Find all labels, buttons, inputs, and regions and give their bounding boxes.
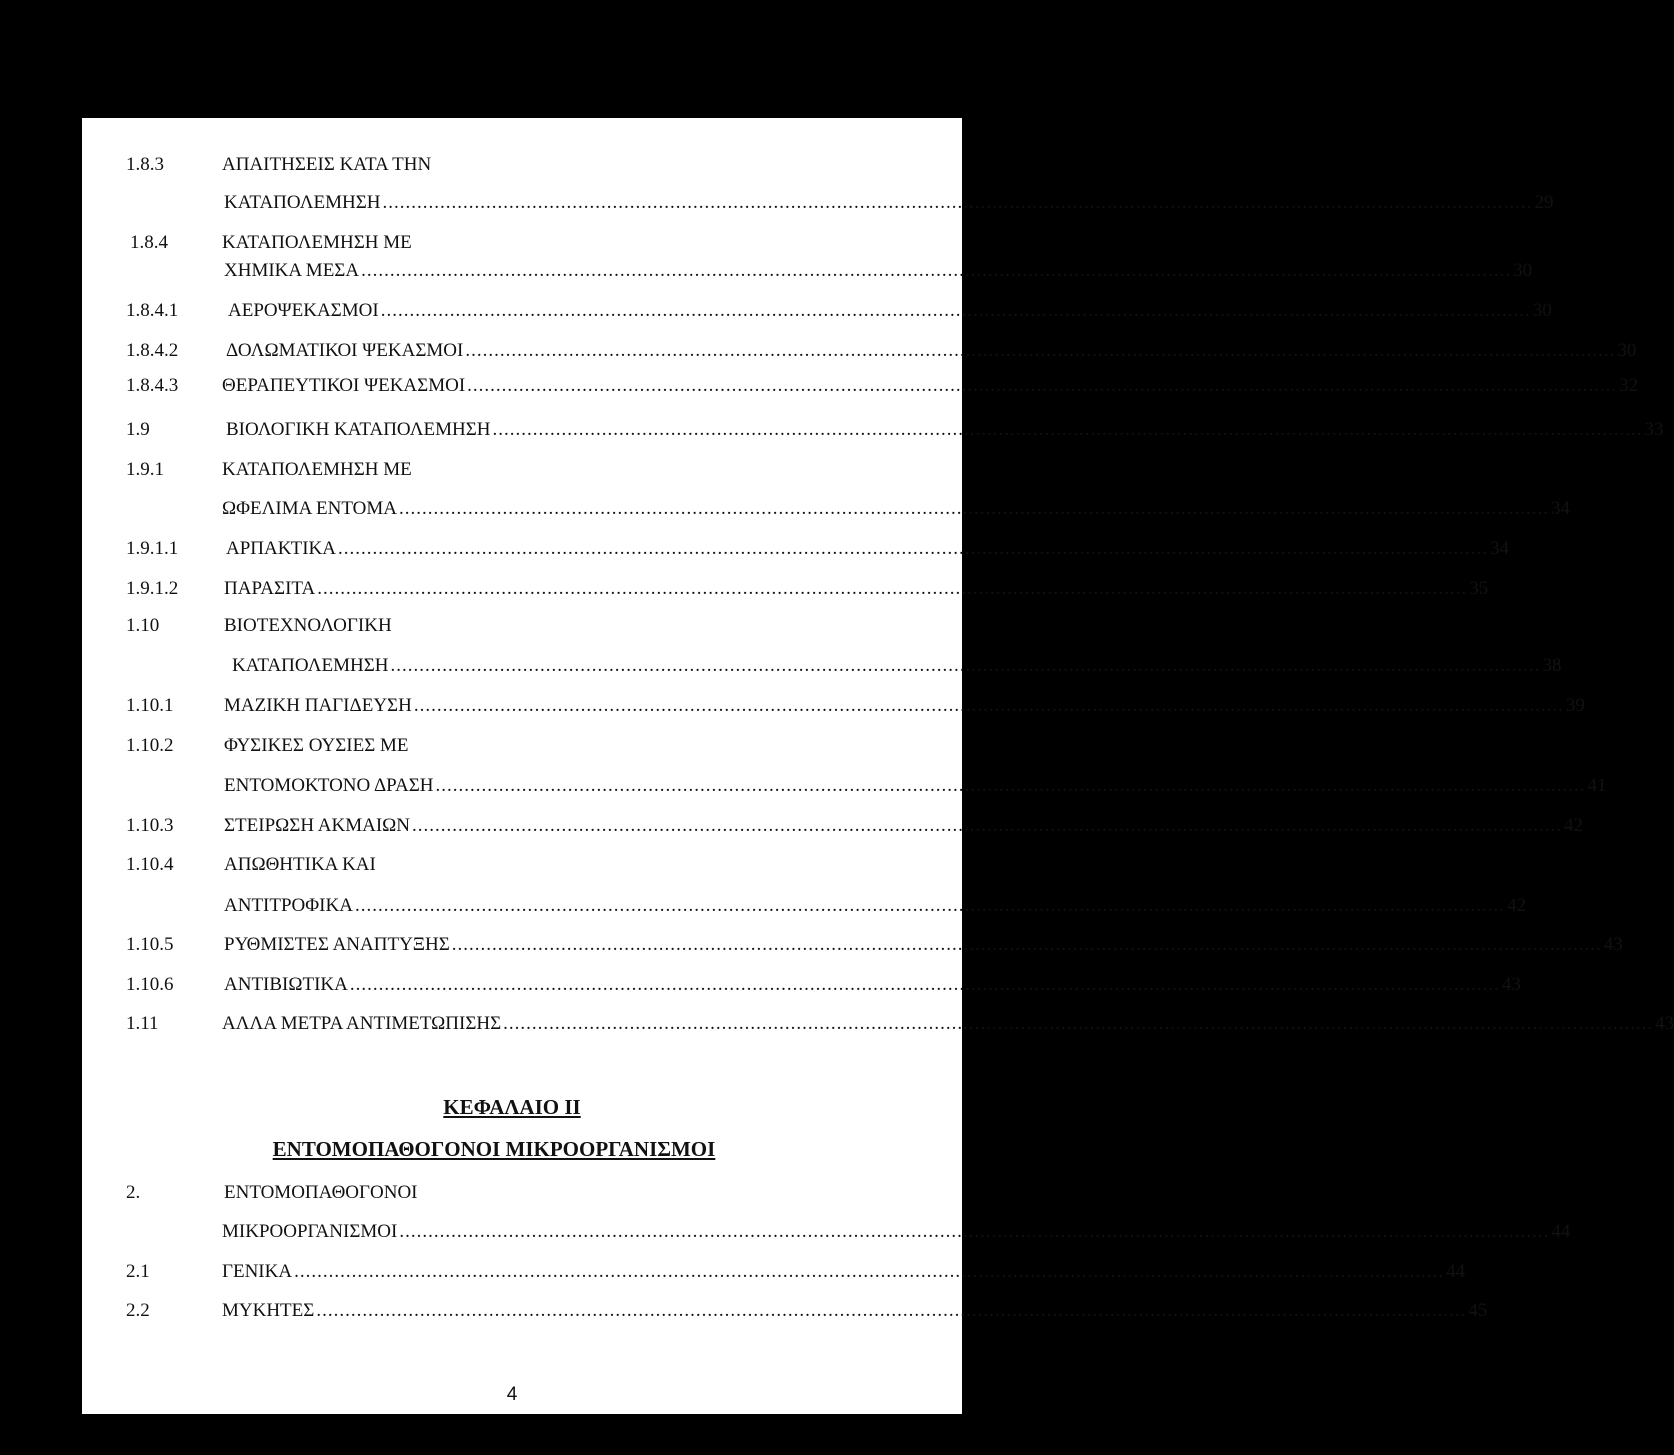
toc-title: ΑΝΤΙΤΡΟΦΙΚΑ [224,895,353,916]
toc-entry [0,457,1024,483]
toc-leader-dots: ........................................................................................................................................................................................................ [294,1261,1445,1282]
toc-number: 1.8.4.1 [126,300,179,321]
toc-title: ΡΥΘΜΙΣΤΕΣ ΑΝΑΠΤΥΞΗΣ [224,934,450,955]
toc-entry-line [226,536,1509,562]
toc-page: 39 [1565,695,1585,716]
toc-page: 44 [1446,1261,1466,1282]
toc-title: ΑΠΩΘΗΤΙΚΑ ΚΑΙ [224,854,376,875]
toc-number: 2.1 [126,1261,150,1282]
toc-entry-line [224,932,1623,958]
toc-title: ΚΑΤΑΠΟΛΕΜΗΣΗ [232,655,389,676]
toc-title: ΕΝΤΟΜΟΚΤΟΝΟ ΔΡΑΣΗ [224,775,434,796]
toc-leader-dots: ........................................................................................................................................................................................................ [380,300,1531,321]
toc-number: 1.10.5 [126,934,174,955]
toc-page: 45 [1468,1300,1488,1321]
toc-entry-line [222,1011,1674,1037]
toc-leader-dots: ........................................................................................................................................................................................................ [316,1300,1467,1321]
toc-number: 1.9.1 [126,459,164,480]
toc-title: ΒΙΟΛΟΓΙΚΗ ΚΑΤΑΠΟΛΕΜΗΣΗ [226,419,491,440]
toc-leader-dots: ........................................................................................................................................................................................................ [354,895,1505,916]
toc-number: 1.10 [126,615,160,636]
toc-leader-dots: ........................................................................................................................................................................................................ [492,419,1643,440]
toc-entry-line [224,773,1607,799]
chapter-label: ΚΕΦΑΛΑΙΟ II [443,1095,581,1119]
toc-number: 1.10.3 [126,815,174,836]
toc-leader-dots: ........................................................................................................................................................................................................ [412,815,1562,836]
toc-page: 44 [1551,1221,1571,1242]
toc-page: 33 [1644,419,1664,440]
toc-leader-dots: ........................................................................................................................................................................................................ [390,655,1541,676]
toc-entry-line [224,972,1521,998]
toc-title: ΜΑΖΙΚΗ ΠΑΓΙΔΕΥΣΗ [224,695,412,716]
toc-title: ΓΕΝΙΚΑ [222,1261,293,1282]
toc-leader-dots: ........................................................................................................................................................................................................ [361,260,1512,281]
toc-number: 1.10.1 [126,695,174,716]
toc-leader-dots: ........................................................................................................................................................................................................ [451,934,1602,955]
toc-entry-line [222,373,1639,399]
toc-page: 32 [1619,375,1639,396]
toc-page: 43 [1603,934,1623,955]
toc-title: ΚΑΤΑΠΟΛΕΜΗΣΗ ΜΕ [222,459,412,480]
toc-leader-dots: ........................................................................................................................................................................................................ [317,578,1468,599]
toc-entry-line [224,813,1583,839]
toc-page: 29 [1534,192,1554,213]
toc-number: 1.9.1.1 [126,538,179,559]
toc-title: ΑΝΤΙΒΙΩΤΙΚΑ [224,974,348,995]
toc-number: 1.8.4 [130,232,168,253]
toc-number: 1.9 [126,419,150,440]
toc-entry [0,230,1024,256]
toc-entry-line [222,1219,1571,1245]
toc-leader-dots: ........................................................................................................................................................................................................ [467,375,1618,396]
toc-title: ΕΝΤΟΜΟΠΑΘΟΓΟΝΟΙ [224,1182,418,1203]
toc-title: ΑΡΠΑΚΤΙΚΑ [226,538,336,559]
toc-number: 2.2 [126,1300,150,1321]
toc-leader-dots: ........................................................................................................................................................................................................ [338,538,1488,559]
toc-title: ΚΑΤΑΠΟΛΕΜΗΣΗ ΜΕ [222,232,412,253]
toc-number: 1.11 [126,1013,159,1034]
toc-page: 42 [1564,815,1583,836]
toc-title: ΦΥΣΙΚΕΣ ΟΥΣΙΕΣ ΜΕ [224,735,409,756]
toc-title: ΑΕΡΟΨΕΚΑΣΜΟΙ [228,300,379,321]
toc-entry [0,733,1024,759]
toc-number: 1.10.6 [126,974,174,995]
toc-title: ΒΙΟΤΕΧΝΟΛΟΓΙΚΗ [224,615,392,636]
toc-page: 30 [1617,340,1637,361]
toc-page: 41 [1587,775,1607,796]
toc-entry-line [224,576,1489,602]
toc-number: 2. [126,1182,141,1203]
toc-leader-dots: ........................................................................................................................................................................................................ [398,498,1549,519]
toc-entry-line [224,190,1554,216]
toc-title: ΘΕΡΑΠΕΥΤΙΚΟΙ ΨΕΚΑΣΜΟΙ [222,375,466,396]
toc-leader-dots: ........................................................................................................................................................................................................ [349,974,1500,995]
toc-page: 34 [1490,538,1509,559]
toc-entry-line [222,496,1570,522]
toc-entry [0,852,1024,878]
toc-number: 1.10.2 [126,735,174,756]
toc-entry-line [224,893,1526,919]
toc-page: 42 [1506,895,1526,916]
toc-entry-line [226,338,1637,364]
toc-page: 43 [1501,974,1521,995]
toc-title: ΠΑΡΑΣΙΤΑ [224,578,316,599]
toc-title: ΔΟΛΩΜΑΤΙΚΟΙ ΨΕΚΑΣΜΟΙ [226,340,464,361]
toc-number: 1.8.4.2 [126,340,179,361]
toc-title: ΣΤΕΙΡΩΣΗ ΑΚΜΑΙΩΝ [224,815,410,836]
toc-title: ΜΥΚΗΤΕΣ [222,1300,315,1321]
toc-entry-line [224,258,1533,284]
toc-page: 34 [1550,498,1570,519]
toc-entry-line [224,693,1585,719]
toc-page: 35 [1469,578,1489,599]
toc-title: ΑΛΛΑ ΜΕΤΡΑ ΑΝΤΙΜΕΤΩΠΙΣΗΣ [222,1013,502,1034]
toc-leader-dots: ........................................................................................................................................................................................................ [382,192,1533,213]
toc-title: ΜΙΚΡΟΟΡΓΑΝΙΣΜΟΙ [222,1221,398,1242]
toc-leader-dots: ........................................................................................................................................................................................................ [465,340,1616,361]
toc-number: 1.8.4.3 [126,375,179,396]
toc-entry [0,152,1024,178]
toc-page: 30 [1513,260,1533,281]
toc-title: ΑΠΑΙΤΗΣΕΙΣ ΚΑΤΑ ΤΗΝ [222,154,432,175]
chapter-title: ΕΝΤΟΜΟΠΑΘΟΓΟΝΟΙ ΜΙΚΡΟΟΡΓΑΝΙΣΜΟΙ [272,1137,716,1161]
toc-entry-line [228,298,1552,324]
page-number: 4 [506,1384,518,1405]
toc-entry-line [222,1298,1488,1324]
toc-title: ΩΦΕΛΙΜΑ ΕΝΤΟΜΑ [222,498,397,519]
toc-number: 1.8.3 [126,154,164,175]
toc-entry [0,613,1024,639]
toc-number: 1.9.1.2 [126,578,179,599]
toc-entry-line [222,1259,1466,1285]
toc-title: ΧΗΜΙΚΑ ΜΕΣΑ [224,260,360,281]
toc-leader-dots: ........................................................................................................................................................................................................ [413,695,1564,716]
toc-entry [0,1180,1024,1206]
toc-leader-dots: ........................................................................................................................................................................................................ [503,1013,1654,1034]
toc-entry-line [232,653,1562,679]
toc-page: 38 [1542,655,1562,676]
toc-leader-dots: ........................................................................................................................................................................................................ [435,775,1586,796]
toc-number: 1.10.4 [126,854,174,875]
toc-page: 30 [1532,300,1552,321]
toc-leader-dots: ........................................................................................................................................................................................................ [399,1221,1550,1242]
toc-page: 43 [1655,1013,1674,1034]
toc-entry-line [226,417,1664,443]
toc-title: ΚΑΤΑΠΟΛΕΜΗΣΗ [224,192,381,213]
